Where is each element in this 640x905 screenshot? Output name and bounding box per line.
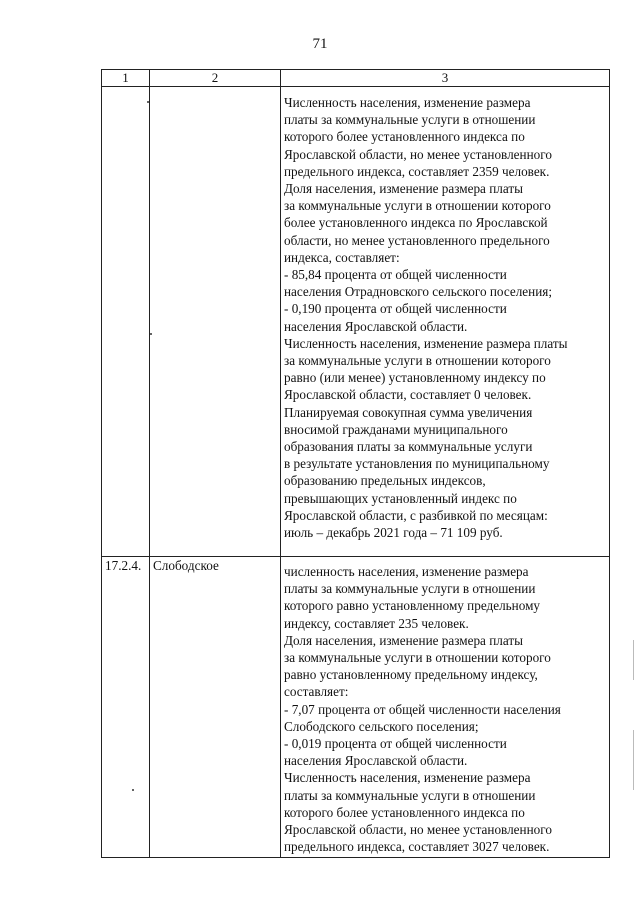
description-cell [281,557,610,858]
text-line: более установленного индекса по Ярославской [284,215,548,231]
text-line: Доля населения, изменение размера платы [284,181,523,197]
text-line: Численность населения, изменение размера платы [284,335,568,351]
text-line: численность населения, изменение размера [284,564,529,579]
table-row [102,87,610,557]
text-line: Слободского сельского поселения; [284,718,479,734]
text-line: вносимой гражданами муниципального [284,421,508,437]
text-line: индексу, составляет 235 человек. [284,615,469,631]
text-line: Доля населения, изменение размера платы [284,632,523,648]
text-line: Ярославской области, но менее установленного [284,822,552,838]
municipality-name-cell [150,87,281,557]
text-line: Ярославской области, составляет 0 человек. [284,387,532,403]
text-line: за коммунальные услуги в отношении которого [284,198,551,214]
text-line: равно установленному предельному индексу, [284,667,538,683]
text-line: которого равно установленному предельному [284,598,541,614]
text-line: платы за коммунальные услуги в отношении [284,112,536,128]
text-line: в результате установления по муниципальному [284,456,550,472]
text-line: которого более установленного индекса по [284,129,525,145]
page-number: 71 [312,36,328,52]
column-header-3: 3 [281,70,610,87]
description-cell [281,87,610,557]
text-line: Планируемая совокупная сумма увеличения [284,404,533,420]
scan-edge-mark [633,640,634,680]
text-line: образования платы за коммунальные услуги [284,439,533,455]
text-line: населения Ярославской области. [284,753,468,769]
text-line: за коммунальные услуги в отношении которого [284,650,551,666]
table-header-row [102,70,610,87]
text-line: платы за коммунальные услуги в отношении [284,787,536,803]
text-line: равно (или менее) установленному индексу по [284,370,546,386]
text-line: индекса, составляет: [284,249,400,265]
scan-speck [132,789,134,791]
text-line: Численность населения, изменение размера [284,770,531,786]
scan-edge-mark [633,730,634,790]
row-number-cell: 17.2.4. [102,557,150,858]
text-line: области, но менее установленного предельного [284,232,550,248]
document-table [101,69,610,858]
text-line: превышающих установленный индекс по [284,490,517,506]
text-line: населения Отрадновского сельского поселения; [284,284,552,300]
text-line: Ярославской области, но менее установленного [284,146,552,162]
text-line: образованию предельных индексов, [284,473,486,489]
municipality-name-cell: Слободское [150,557,281,858]
text-line: предельного индекса, составляет 2359 человек. [284,163,550,179]
text-line: - 7,07 процента от общей численности населения [284,701,561,717]
column-header-1: 1 [102,70,150,87]
text-line: за коммунальные услуги в отношении которого [284,353,551,369]
text-line: платы за коммунальные услуги в отношении [284,581,536,597]
text-line: предельного индекса, составляет 3027 человек. [284,839,550,855]
scan-speck [147,101,149,103]
row-number-cell [102,87,150,557]
text-line: которого более установленного индекса по [284,804,525,820]
text-line: Ярославской области, с разбивкой по месяцам: [284,507,548,523]
text-line: - 0,190 процента от общей численности [284,301,507,317]
text-line: населения Ярославской области. [284,318,468,334]
table-row [102,557,610,858]
text-line: - 0,019 процента от общей численности [284,736,507,752]
text-line: составляет: [284,684,349,700]
text-line: июль – декабрь 2021 года – 71 109 руб. [284,525,503,541]
text-line: - 85,84 процента от общей численности [284,267,507,283]
column-header-2: 2 [150,70,281,87]
scan-speck [150,333,152,335]
text-line: Численность населения, изменение размера [284,95,531,110]
